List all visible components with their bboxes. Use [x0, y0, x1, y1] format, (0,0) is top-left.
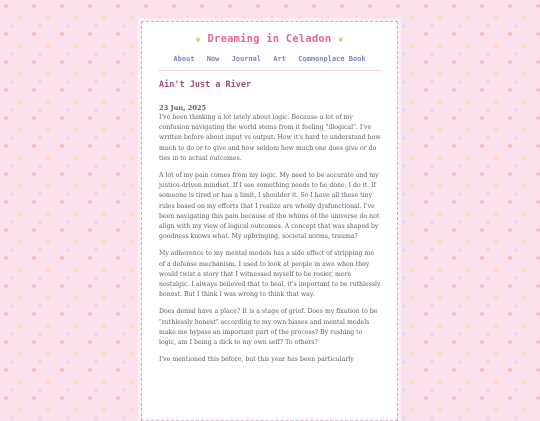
post-paragraph: I've mentioned this before, but this year has been particularly	[159, 356, 354, 364]
post-paragraph: My adherence to my mental models has a side effect of stripping me of a defense mechanism. I used to look at people in awe when they would twist a story that I witnessed myself to be rosier, more nostalgic. I always believed that to heal, it's important to be ruthlessly honest. But I think I was wrong to think that way.	[159, 250, 381, 299]
nav-divider	[158, 70, 381, 71]
blog-post	[159, 80, 381, 372]
nav-link-now[interactable]: Now	[206, 55, 220, 63]
post-paragraph: A lot of my pain comes from my logic. My need to be accurate and my justice-driven mindset. If I see something needs to be done, I do it. If someone is tired or has a limit, I shoulder it. So I have all these tiny rules based on my efforts that I realize are wholly dysfunctional. I've been navigating this pain because of the whims of the universe do not align with my view of logical outcomes. A concept that was shaped by goodness knows what. My upbringing, societal norms, trauma?	[159, 172, 380, 241]
post-paragraph: Does denial have a place? It is a stage of grief. Does my fixation to be "ruthlessly honest" according to my own biases and mental models make me bypass an important part of the process? By rushing to logic, am I being a dick to my own self? To others?	[159, 308, 378, 347]
site-title[interactable]	[142, 33, 397, 45]
post-paragraph: I've been thinking a lot lately about logic. Because a lot of my confusion navigating the world stems from it feeling "illogical". I've written before about input vs output. How it's hard to understand how much to do or to give and how seldom how much one does give or do ties in to actual outcomes.	[159, 114, 381, 162]
nav-link-journal[interactable]: Journal	[231, 55, 262, 63]
main-nav	[142, 55, 397, 63]
nav-link-art[interactable]: Art	[273, 55, 286, 63]
content-card	[141, 21, 398, 421]
post-date: 23 Jun, 2025	[159, 104, 207, 112]
post-body	[159, 113, 381, 365]
site-title-text: Dreaming in Celadon	[207, 33, 332, 45]
nav-link-about[interactable]: About	[173, 55, 195, 63]
nav-link-commonplace-book[interactable]: Commonplace Book	[298, 55, 366, 63]
flourish-icon: ❦	[337, 35, 344, 45]
flourish-icon: ❦	[195, 35, 201, 45]
post-title: Ain't Just a River	[159, 80, 252, 90]
